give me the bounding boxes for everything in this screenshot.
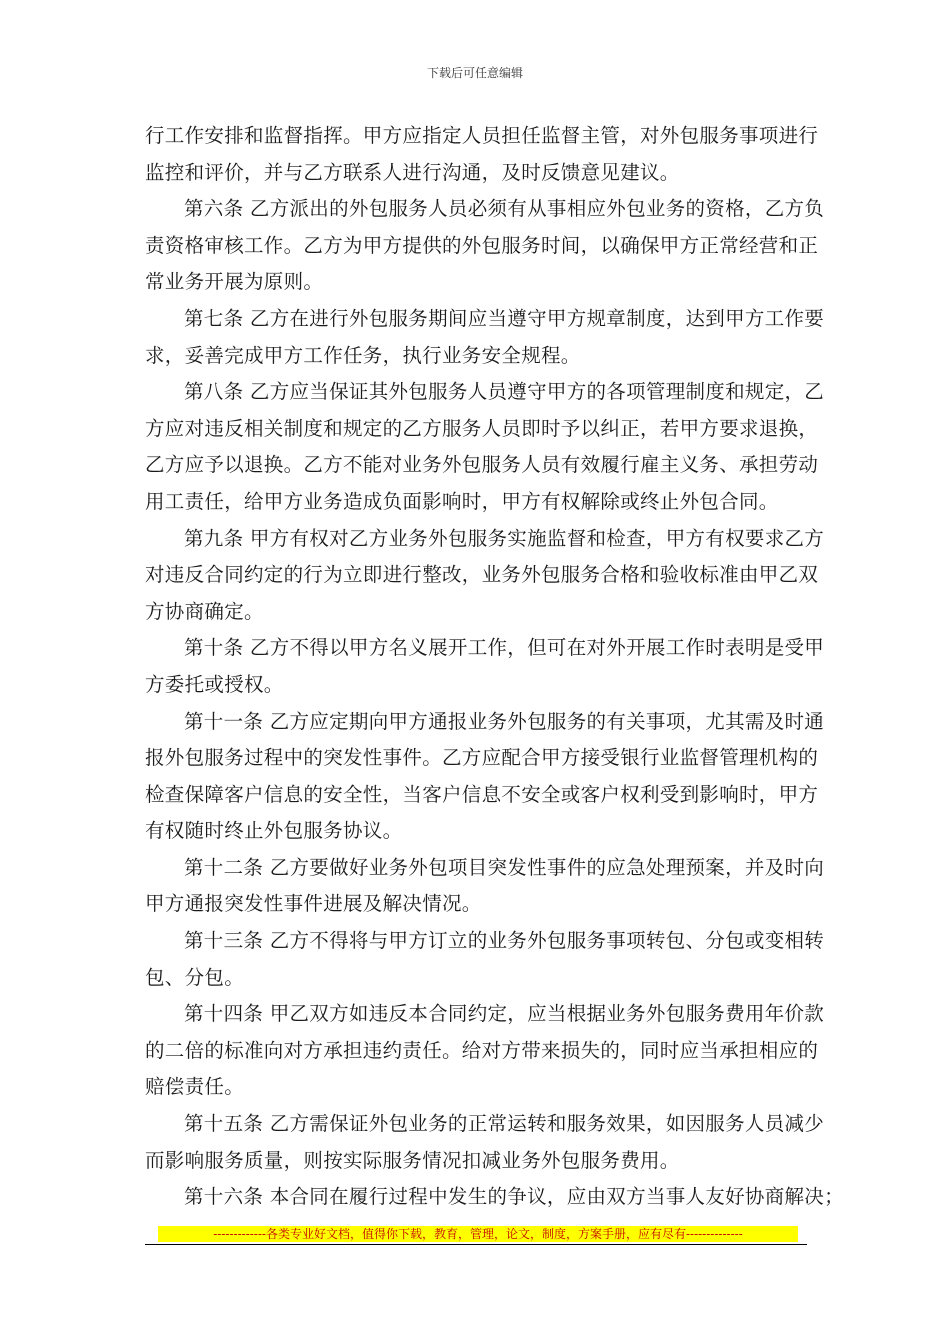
text-line: 第七条 乙方在进行外包服务期间应当遵守甲方规章制度，达到甲方工作要 (184, 306, 825, 330)
text-line: 第十六条 本合同在履行过程中发生的争议，应由双方当事人友好协商解决； (184, 1185, 844, 1209)
text-line: 责资格审核工作。乙方为甲方提供的外包服务时间，以确保甲方正常经营和正 (145, 233, 819, 257)
paragraph (145, 374, 825, 520)
footer-rule (145, 1244, 807, 1245)
document-body (145, 118, 844, 1216)
paragraph (145, 996, 825, 1106)
text-line: 求，妥善完成甲方工作任务，执行业务安全规程。 (145, 343, 581, 367)
paragraph (145, 630, 825, 703)
paragraph (145, 191, 825, 301)
text-line: 用工责任，给甲方业务造成负面影响时，甲方有权解除或终止外包合同。 (145, 489, 779, 513)
text-line: 第十五条 乙方需保证外包业务的正常运转和服务效果，如因服务人员减少 (184, 1112, 825, 1136)
text-line: 方应对违反相关制度和规定的乙方服务人员即时予以纠正，若甲方要求退换， (145, 416, 819, 440)
text-line: 检查保障客户信息的安全性，当客户信息不安全或客户权利受到影响时，甲方 (145, 782, 819, 806)
paragraph (145, 1179, 844, 1216)
paragraph (145, 1106, 825, 1179)
text-line: 报外包服务过程中的突发性事件。乙方应配合甲方接受银行业监督管理机构的 (145, 746, 819, 770)
text-line: 而影响服务质量，则按实际服务情况扣减业务外包服务费用。 (145, 1148, 680, 1172)
paragraph (145, 704, 825, 850)
paragraph (145, 301, 825, 374)
paragraph (145, 923, 825, 996)
text-line: 第十三条 乙方不得将与甲方订立的业务外包服务事项转包、分包或变相转 (184, 929, 825, 953)
text-line: 第十一条 乙方应定期向甲方通报业务外包服务的有关事项，尤其需及时通 (184, 709, 825, 733)
text-line: 方委托或授权。 (145, 672, 284, 696)
text-line: 方协商确定。 (145, 599, 264, 623)
text-line: 赔偿责任。 (145, 1075, 245, 1099)
text-line: 甲方通报突发性事件进展及解决情况。 (145, 892, 482, 916)
footer-banner: -------------各类专业好文档，值得你下载，教育，管理，论文，制度，方案手册，应有尽有-------------- (158, 1226, 798, 1242)
text-line: 第九条 甲方有权对乙方业务外包服务实施监督和检查，甲方有权要求乙方 (184, 526, 825, 550)
text-line: 对违反合同约定的行为立即进行整改，业务外包服务合格和验收标准由甲乙双 (145, 563, 819, 587)
page-header: 下载后可任意编辑 (426, 66, 523, 80)
text-line: 行工作安排和监督指挥。甲方应指定人员担任监督主管，对外包服务事项进行 (145, 124, 819, 147)
text-line: 第十条 乙方不得以甲方名义展开工作，但可在对外开展工作时表明是受甲 (184, 636, 825, 660)
paragraph (145, 118, 819, 191)
text-line: 第十四条 甲乙双方如违反本合同约定，应当根据业务外包服务费用年价款 (184, 1002, 825, 1026)
text-line: 第八条 乙方应当保证其外包服务人员遵守甲方的各项管理制度和规定，乙 (184, 380, 825, 404)
text-line: 监控和评价，并与乙方联系人进行沟通，及时反馈意见建议。 (145, 160, 680, 184)
text-line: 第六条 乙方派出的外包服务人员必须有从事相应外包业务的资格，乙方负 (184, 197, 825, 221)
text-line: 常业务开展为原则。 (145, 270, 324, 294)
text-line: 的二倍的标准向对方承担违约责任。给对方带来损失的，同时应当承担相应的 (145, 1038, 819, 1062)
page-footer (158, 1226, 798, 1242)
paragraph (145, 521, 825, 631)
text-line: 包、分包。 (145, 965, 245, 989)
text-line: 乙方应予以退换。乙方不能对业务外包服务人员有效履行雇主义务、承担劳动 (145, 453, 819, 477)
paragraph (145, 850, 825, 923)
text-line: 有权随时终止外包服务协议。 (145, 819, 403, 843)
text-line: 第十二条 乙方要做好业务外包项目突发性事件的应急处理预案，并及时向 (184, 855, 825, 879)
